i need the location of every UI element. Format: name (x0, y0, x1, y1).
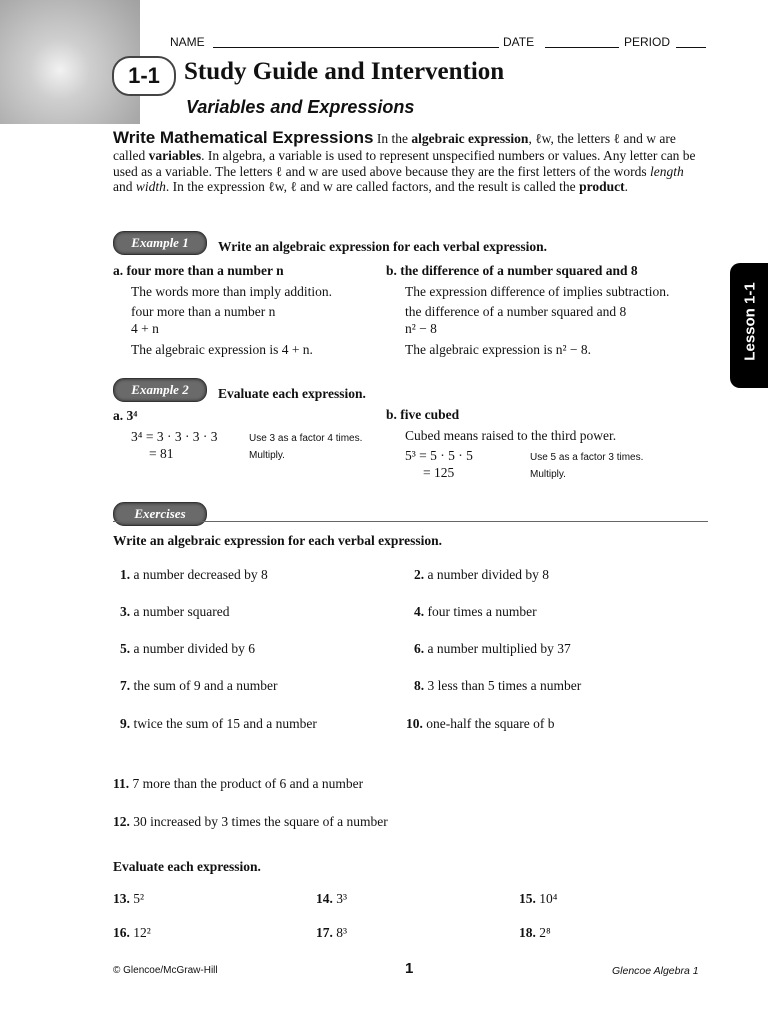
exercise-text: 3³ (336, 891, 348, 906)
intro-text: In the (373, 131, 412, 146)
exercise-item (120, 641, 255, 657)
exercise-number: 14. (316, 891, 333, 906)
exercise-item (414, 567, 549, 583)
example-2b-label: b. five cubed (386, 407, 460, 422)
intro-text: . (624, 179, 628, 195)
footer-book: Glencoe Algebra 1 (612, 965, 699, 977)
section-heading: Write Mathematical Expressions (113, 128, 374, 147)
exercise-number: 13. (113, 891, 130, 906)
name-label: NAME (170, 35, 205, 49)
exercise-item (113, 814, 388, 830)
page-title: Study Guide and Intervention (184, 58, 505, 85)
example-1a-line: 4 + n (131, 321, 159, 336)
exercise-number: 16. (113, 925, 130, 940)
page-subtitle: Variables and Expressions (186, 97, 415, 117)
exercise-item (414, 604, 537, 620)
exercise-text: a number divided by 8 (427, 567, 549, 582)
term: width (135, 179, 166, 195)
evaluate-instruction: Evaluate each expression. (113, 859, 261, 874)
term: length (650, 163, 684, 179)
exercise-text: 8³ (336, 925, 348, 940)
side-tab (730, 263, 768, 388)
example-1b-line: the difference of a number squared and 8 (405, 304, 627, 319)
exercise-number: 12. (113, 814, 130, 829)
term: variables (148, 148, 202, 163)
exercise-number: 11. (113, 776, 130, 791)
example-1a-label: a. four more than a number n (113, 263, 284, 278)
intro-text: and (113, 179, 136, 195)
exercise-number: 3. (120, 604, 131, 619)
exercise-text: 7 more than the product of 6 and a number (132, 776, 364, 791)
evaluate-item (519, 925, 551, 941)
exercise-number: 6. (414, 641, 425, 656)
exercise-item (120, 567, 268, 583)
example-2b-note: Use 5 as a factor 3 times. (530, 452, 644, 463)
intro-text: , ℓw, the letters ℓ and w are called (113, 131, 676, 163)
exercise-number: 8. (414, 678, 425, 693)
exercise-item (120, 716, 317, 732)
example-2a-note: Use 3 as a factor 4 times. (249, 433, 363, 444)
exercise-text: a number squared (133, 604, 230, 619)
exercise-item (120, 604, 229, 620)
example-1b-line: n² − 8 (405, 321, 437, 336)
date-label: DATE (503, 35, 535, 49)
exercise-text: twice the sum of 15 and a number (133, 716, 317, 731)
exercise-text: a number decreased by 8 (133, 567, 268, 582)
exercise-number: 9. (120, 716, 131, 731)
period-label: PERIOD (624, 35, 671, 49)
name-blank (213, 47, 499, 48)
example-1-prompt: Write an algebraic expression for each verbal expression. (218, 239, 547, 254)
evaluate-item (316, 891, 347, 907)
example-2a-line: 3⁴ = 3 · 3 · 3 · 3 (131, 429, 218, 444)
exercise-number: 10. (406, 716, 423, 731)
exercises-rule (113, 521, 708, 522)
term: algebraic expression (411, 131, 529, 146)
example-1a-line: four more than a number n (131, 304, 276, 319)
exercise-item (120, 678, 277, 694)
exercise-text: four times a number (427, 604, 537, 619)
evaluate-item (316, 925, 347, 941)
example-2b-line: 5³ = 5 · 5 · 5 (405, 448, 473, 463)
term: product (579, 179, 625, 195)
exercises-instruction: Write an algebraic expression for each verbal expression. (113, 533, 442, 548)
example-1a-line: The words more than imply addition. (131, 284, 332, 299)
example-2b-line: Cubed means raised to the third power. (405, 428, 617, 443)
evaluate-item (113, 891, 144, 907)
side-tab-label: Lesson 1-1 (741, 282, 759, 361)
exercise-text: 30 increased by 3 times the square of a number (133, 814, 388, 829)
example-2-prompt: Evaluate each expression. (218, 386, 366, 401)
date-blank (545, 47, 619, 48)
example-2-pill: Example 2 (113, 378, 207, 402)
exercise-text: 2⁸ (539, 925, 551, 940)
evaluate-item (113, 925, 151, 941)
exercise-text: one-half the square of b (426, 716, 555, 731)
exercise-number: 2. (414, 567, 425, 582)
exercise-number: 15. (519, 891, 536, 906)
exercise-text: 5² (133, 891, 145, 906)
exercise-number: 17. (316, 925, 333, 940)
lesson-number-badge: 1-1 (112, 56, 176, 96)
exercise-text: a number divided by 6 (133, 641, 255, 656)
intro-text: . In the expression ℓw, ℓ and w are called factors, and the result is called the (165, 179, 580, 195)
intro-paragraph (113, 128, 705, 195)
exercise-number: 1. (120, 567, 131, 582)
exercise-item (414, 641, 571, 657)
exercise-item (414, 678, 581, 694)
example-2b-note: Multiply. (530, 469, 566, 480)
exercise-item (113, 776, 363, 792)
intro-text: . In algebra, a variable is used to represent unspecified numbers or values. Any letter can be used as a variable. The letters ℓ and w are used above because they are the first letters of the words (113, 148, 696, 179)
example-1b-line: The algebraic expression is n² − 8. (405, 342, 591, 357)
example-2a-line: = 81 (149, 446, 174, 461)
page-number: 1 (405, 960, 414, 977)
example-2a-label: a. 3⁴ (113, 408, 138, 423)
footer-copyright: © Glencoe/McGraw-Hill (113, 965, 218, 976)
example-1-pill: Example 1 (113, 231, 207, 255)
exercise-number: 18. (519, 925, 536, 940)
example-1a-line: The algebraic expression is 4 + n. (131, 342, 313, 357)
exercises-pill: Exercises (113, 502, 207, 526)
exercise-number: 4. (414, 604, 425, 619)
evaluate-item (519, 891, 557, 907)
exercise-text: the sum of 9 and a number (133, 678, 278, 693)
exercise-text: 10⁴ (539, 891, 558, 906)
example-2b-line: = 125 (423, 465, 455, 480)
exercise-text: 12² (133, 925, 151, 940)
exercise-number: 5. (120, 641, 131, 656)
example-1b-line: The expression difference of implies subtraction. (405, 284, 670, 299)
period-blank (676, 47, 706, 48)
exercise-item (406, 716, 554, 732)
exercise-number: 7. (120, 678, 131, 693)
example-1b-label: b. the difference of a number squared and 8 (386, 263, 638, 278)
exercise-text: 3 less than 5 times a number (427, 678, 582, 693)
example-2a-note: Multiply. (249, 450, 285, 461)
exercise-text: a number multiplied by 37 (427, 641, 571, 656)
